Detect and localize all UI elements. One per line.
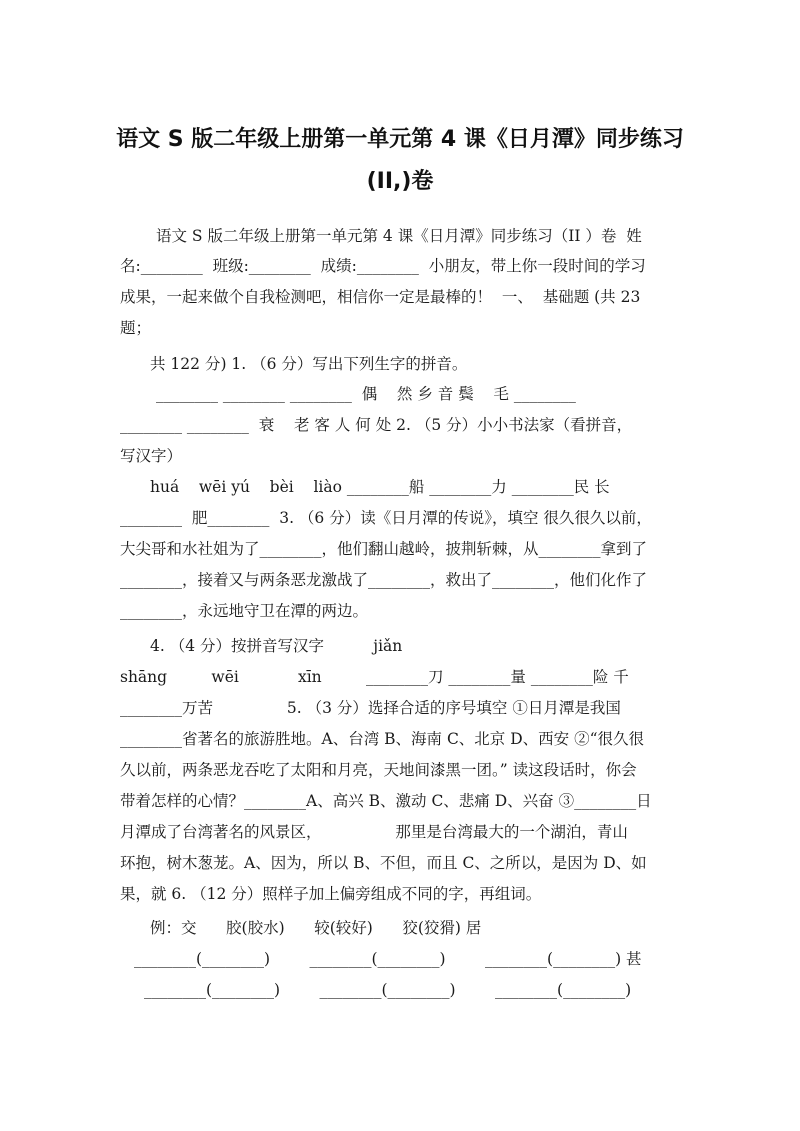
text-line: 环抱，树木葱茏。A、因为，所以 B、不但，而且 C、之所以，是因为 D、如 <box>120 854 647 872</box>
text-line: 例：交 胶(胶水) 较(较好) 狡(狡猾) 居 <box>150 919 482 937</box>
text-line: ________ ________ ________ 偶 然 乡 音 鬓 毛 ________ <box>156 385 576 403</box>
title-line-1: 语文 S 版二年级上册第一单元第 4 课《日月潭》同步练习 <box>116 127 684 152</box>
text-line: shāng wēi xīn ________刀 ________量 ________险 千 <box>120 668 629 686</box>
text-line: ________，接着又与两条恶龙激战了________，救出了________，他们化作了 <box>120 571 648 589</box>
text-line: 写汉字） <box>120 447 183 465</box>
text-line: ________ ________ 衰 老 客 人 何 处 2. （5 分）小小书法家（看拼音， <box>120 416 633 434</box>
text-line: 共 122 分) 1. （6 分）写出下列生字的拼音。 <box>150 355 468 373</box>
text-line: 题； <box>120 319 152 337</box>
text-line: 大尖哥和水社姐为了________，他们翻山越岭，披荆斩棘，从________拿到了 <box>120 540 648 558</box>
text-line: ________ 肥________ 3. （6 分）读《日月潭的传说》，填空 很久很久以前， <box>120 509 652 527</box>
title-line-2: (II,)卷 <box>366 169 434 194</box>
text-line: 月潭成了台湾著名的风景区， 那里是台湾最大的一个湖泊，青山 <box>120 823 628 841</box>
text-line: 4. （4 分）按拼音写汉字 jiǎn <box>150 637 403 655</box>
text-line: ________省著名的旅游胜地。A、台湾 B、海南 C、北京 D、西安 ②“很久很 <box>120 730 645 748</box>
text-line: 果，就 6. （12 分）照样子加上偏旁组成不同的字，再组词。 <box>120 885 542 903</box>
text-line: ________(________) ________(________) ________(________) <box>144 981 632 999</box>
text-line: 成果，一起来做个自我检测吧，相信你一定是最棒的！ 一、 基础题 (共 23 <box>120 288 641 306</box>
text-line: ________，永远地守卫在潭的两边。 <box>120 602 369 620</box>
text-line: ________(________) ________(________) ________(________) 甚 <box>134 950 642 968</box>
text-line: 名:________ 班级:________ 成绩:________ 小朋友，带上你一段时间的学习 <box>120 257 646 275</box>
text-line: 带着怎样的心情？________A、高兴 B、激动 C、悲痛 D、兴奋 ③________日 <box>120 792 652 810</box>
text-line: ________万苦 5. （3 分）选择合适的序号填空 ①日月潭是我国 <box>120 699 621 717</box>
text-line: 语文 S 版二年级上册第一单元第 4 课《日月潭》同步练习（II ）卷 姓 <box>156 227 642 245</box>
text-line: 久以前，两条恶龙吞吃了太阳和月亮，天地间漆黑一团。” 读这段话时，你会 <box>120 761 637 779</box>
text-line: huá wēi yú bèi liào ________船 ________力 ________民 长 <box>150 478 610 496</box>
